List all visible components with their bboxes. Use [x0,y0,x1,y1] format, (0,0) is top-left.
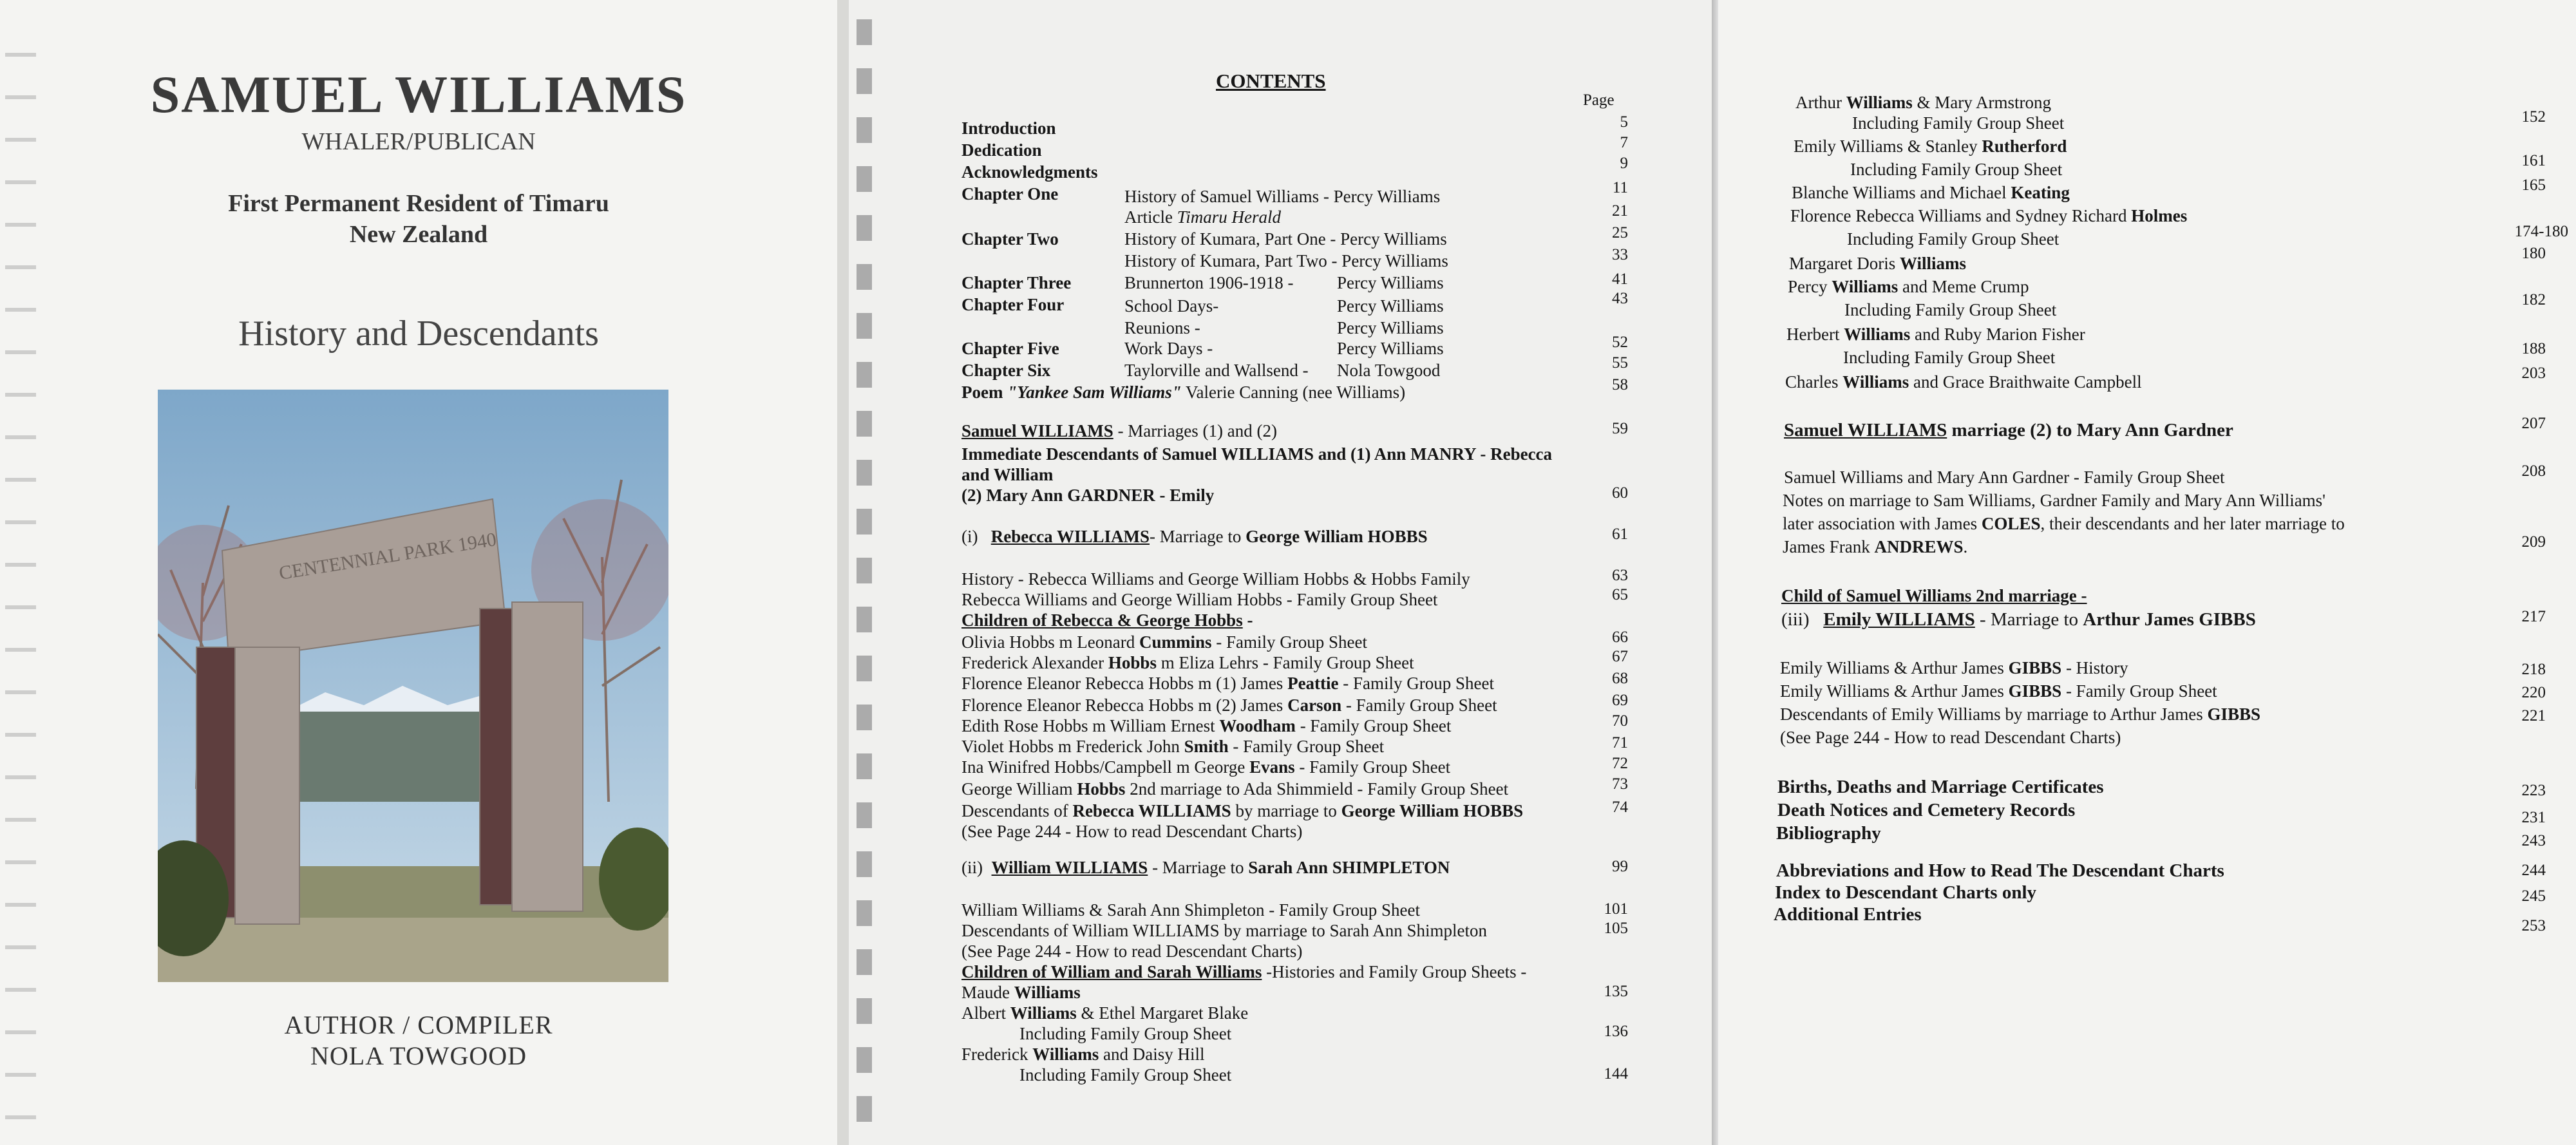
entry-text: - Family Group Sheet [1338,674,1495,693]
chapter-two-entry2: History of Kumara, Part Two - Percy Williams [1124,251,1448,270]
page-number: 220 [2521,684,2546,701]
marriage-text: - Marriage to [1149,527,1246,546]
spouse-text: and Ruby Marion Fisher [1910,325,2085,344]
page-number: 21 [1612,202,1628,220]
toc-certificates: Births, Deaths and Marriage Certificates [1777,777,2104,797]
immediate-descendants-2: and William [961,465,1054,484]
surname: Williams [1832,277,1899,296]
child-entry [961,653,1414,673]
blanche-entry [1792,183,2070,203]
page-number: 69 [1612,692,1628,709]
page-number: 174-180 [2514,223,2568,240]
notes-line1: Notes on marriage to Sam Williams, Gardner Family and Mary Ann Williams' [1783,491,2326,510]
chapter-three: Chapter Three [961,273,1072,292]
including-sheet: Including Family Group Sheet [1019,1024,1232,1043]
page-column-label: Page [1583,91,1615,109]
page-number: 105 [1604,920,1628,937]
first-name: Arthur [1795,93,1846,112]
margaret-entry [1789,254,1966,274]
immediate-descendants-3: (2) Mary Ann GARDNER - Emily [961,486,1215,505]
page-number: 11 [1612,179,1628,196]
names-text: Emily Williams & Stanley [1794,137,1982,156]
including-sheet: Including Family Group Sheet [1850,160,2063,179]
cover-resident-line [0,188,837,250]
page-number: 63 [1612,567,1628,584]
page-number: 73 [1612,775,1628,793]
page-number: 244 [2521,862,2546,879]
surname: Williams [1844,325,1911,344]
rebecca-descendants [961,801,1523,821]
page-number: 58 [1612,376,1628,393]
toc-death-notices: Death Notices and Cemetery Records [1777,800,2076,820]
marriages-text: - Marriages (1) and (2) [1113,421,1277,440]
including-sheet: Including Family Group Sheet [1843,348,2056,367]
child-2nd-marriage-heading: Child of Samuel Williams 2nd marriage - [1781,586,2087,605]
contents-page-continued [1718,0,2576,1145]
page-number: 72 [1612,755,1628,772]
names-text: - History [2061,658,2128,677]
toc-entry: Rebecca Williams and George William Hobbs - Family Group Sheet [961,590,1438,609]
gibbs-history [1780,658,2128,678]
contents-page [849,0,1712,1145]
page-number: 208 [2521,462,2546,480]
entry-text: m Eliza Lehrs - Family Group Sheet [1156,653,1414,672]
surname: Evans [1249,757,1295,777]
samuel-williams-marriage2 [1784,420,2233,441]
toc-entry: Descendants of William WILLIAMS by marriage to Sarah Ann Shimpleton [961,921,1488,940]
including-sheet: Including Family Group Sheet [1019,1065,1232,1084]
children-link: Children of William and Sarah Williams [961,962,1262,981]
spouse-text: and Daisy Hill [1099,1045,1205,1064]
emily-section [1781,609,2256,630]
page-number: 152 [2521,108,2546,126]
contents-heading: CONTENTS [1216,70,1326,92]
herbert-entry [1786,325,2085,345]
spiral-binding [5,19,36,1133]
page-number: 55 [1612,354,1628,372]
rebecca-children-heading: Children of Rebecca & George Hobbs - [961,610,1253,630]
first-name: Charles [1785,372,1843,392]
see-page-note: (See Page 244 - How to read Descendant Charts) [961,942,1303,961]
child-entry [961,716,1451,736]
entry-text: Florence Eleanor Rebecca Hobbs m (1) James [961,674,1288,693]
names-text: Emily Williams & Arthur James [1780,658,2009,677]
toc-dedication: Dedication [961,140,1042,160]
page-number: 33 [1612,246,1628,263]
william-spouse: Sarah Ann SHIMPLETON [1248,858,1450,877]
first-name: Herbert [1786,325,1844,344]
page-number: 135 [1604,983,1628,1000]
notes-line2 [1783,514,2345,534]
poem-author: Valerie Canning (nee Williams) [1181,383,1406,402]
cover-resident-line1: First Permanent Resident of Timaru [228,190,609,217]
section-number: (ii) [961,858,983,877]
arthur-entry [1795,93,2051,113]
arch-inscription: CENTENNIAL PARK 1940 [277,528,498,584]
toc-additional-entries: Additional Entries [1774,904,1922,925]
child-entry [961,632,1367,652]
frederick-entry [961,1045,1204,1065]
gibbs-family-sheet [1780,681,2217,701]
surname: Holmes [2131,206,2188,225]
notes-text: . [1963,537,1968,556]
chapter-six-author: Nola Towgood [1337,361,1441,380]
chapter-four-entry2: Reunions - [1124,318,1200,337]
william-children-heading [961,962,1526,982]
book-cover [0,0,837,1145]
chapter-three-entry: Brunnerton 1906-1918 - [1124,273,1294,292]
see-page-note: (See Page 244 - How to read Descendant Charts) [1780,728,2121,747]
entry-text: Ina Winifred Hobbs/Campbell m George [961,757,1250,777]
notes-line3 [1783,537,1967,557]
toc-entry: William Williams & Sarah Ann Shimpleton - Family Group Sheet [961,900,1421,920]
surname: Carson [1287,696,1342,715]
first-name: Frederick [961,1045,1033,1064]
page-number: 180 [2521,245,2546,262]
rebecca-section [961,527,1428,547]
notes-text: James Frank [1783,537,1875,556]
spouse-text: and Grace Braithwaite Campbell [1909,372,2142,392]
surname: Woodham [1219,716,1296,735]
cover-photo [158,390,668,982]
page-number: 207 [2521,415,2546,432]
toc-entry: History - Rebecca Williams and George William Hobbs & Hobbs Family [961,569,1470,589]
chapter-three-author: Percy Williams [1337,273,1444,292]
page-number: 66 [1612,629,1628,646]
page-number: 99 [1612,858,1628,875]
child-entry [961,779,1508,799]
surname: Hobbs [1077,779,1126,799]
chapter-two-entry1: History of Kumara, Part One - Percy Williams [1124,229,1447,249]
samuel-williams-link: Samuel WILLIAMS [961,421,1113,440]
page-number: 9 [1620,155,1628,172]
see-page-note: (See Page 244 - How to read Descendant Charts) [961,822,1303,841]
entry-text: Violet Hobbs m Frederick John [961,737,1184,756]
child-entry [961,696,1497,715]
child-entry [961,737,1384,757]
spouse-text: & Mary Armstrong [1912,93,2052,112]
chapter-one-article [1124,207,1281,227]
surname: GIBBS [2008,681,2062,701]
names-text: Emily Williams & Arthur James [1780,681,2009,701]
page-number: 209 [2521,533,2546,551]
first-name: Albert [961,1003,1010,1023]
albert-entry [961,1003,1248,1023]
page-number: 203 [2521,364,2546,382]
page-number: 67 [1612,648,1628,665]
names-text: - Family Group Sheet [2061,681,2217,701]
page-number: 7 [1620,134,1628,151]
page-number: 71 [1612,734,1628,752]
page-number: 59 [1612,420,1628,437]
desc-text: Descendants of [961,801,1073,820]
names-text: Florence Rebecca Williams and Sydney Richard [1790,206,2132,225]
rebecca-name: Rebecca WILLIAMS [990,527,1150,546]
surname: Williams [1899,254,1966,273]
page-number: 5 [1620,113,1628,131]
surname: Williams [1032,1045,1099,1064]
entry-text: Edith Rose Hobbs m William Ernest [961,716,1220,735]
toc-bibliography: Bibliography [1776,823,1881,844]
chapter-five-entry: Work Days - [1124,339,1213,358]
entry-text: - Family Group Sheet [1341,696,1497,715]
page-number: 253 [2521,917,2546,934]
chapter-one: Chapter One [961,184,1059,203]
william-section [961,858,1450,878]
toc-introduction: Introduction [961,118,1056,138]
chapter-four-author2: Percy Williams [1337,318,1444,337]
page-number: 188 [2521,340,2546,357]
page-number: 161 [2521,152,2546,169]
entry-text: - Family Group Sheet [1294,757,1451,777]
chapter-six-entry: Taylorville and Wallsend - [1124,361,1309,380]
spiral-binding-middle [857,19,872,1133]
including-sheet: Including Family Group Sheet [1844,300,2057,319]
chapter-four-entry1: School Days- [1124,296,1219,316]
article-title: Timaru Herald [1177,207,1281,227]
page-number: 221 [2521,707,2546,724]
desc-spouse: George William HOBBS [1341,801,1524,820]
surname: Rutherford [1982,137,2067,156]
maude-entry [961,983,1081,1003]
cover-subtitle: WHALER/PUBLICAN [301,128,536,155]
page-number: 70 [1612,712,1628,730]
spouse-text: and Meme Crump [1898,277,2029,296]
chapter-six: Chapter Six [961,361,1051,380]
cover-author [0,1010,837,1072]
page-number: 52 [1612,334,1628,351]
poem-entry [961,383,1405,402]
page-number: 60 [1612,484,1628,502]
centennial-arch-photo [158,390,668,982]
poem-label: Poem [961,383,1008,402]
chapter-four: Chapter Four [961,295,1065,314]
spouse-text: & Ethel Margaret Blake [1076,1003,1249,1023]
samuel-williams-marriages [961,421,1277,441]
spouse-name: Mary Ann Gardner [2076,420,2233,440]
page-number: 61 [1612,525,1628,543]
author-name: NOLA TOWGOOD [310,1041,527,1070]
percy-entry [1788,277,2029,297]
page-number: 165 [2521,176,2546,194]
surname: Cummins [1139,632,1212,652]
surname: Peattie [1287,674,1339,693]
article-label: Article [1124,207,1177,227]
desc-text: by marriage to [1231,801,1341,820]
page-number: 101 [1604,900,1628,918]
including-sheet: Including Family Group Sheet [1852,113,2065,133]
poem-title: "Yankee Sam Williams" [1007,383,1182,402]
surname: Williams [1010,1003,1077,1023]
chapter-five: Chapter Five [961,339,1059,358]
gibbs-descendants [1780,705,2260,724]
section-number: (iii) [1781,609,1810,630]
surname: Williams [1842,372,1909,392]
charles-entry [1785,372,2142,392]
samuel-williams-link: Samuel WILLIAMS [1784,420,1947,440]
chapter-five-author: Percy Williams [1337,339,1444,358]
chapter-two: Chapter Two [961,229,1059,249]
page-number: 74 [1612,799,1628,816]
notes-text: , their descendants and her later marriage to [2040,514,2345,533]
page-number: 182 [2521,291,2546,308]
page-number: 245 [2521,887,2546,905]
marriage-text: - Marriage to [1148,858,1249,877]
page-number: 43 [1612,290,1628,307]
surname: GIBBS [2008,658,2062,677]
section-number: (i) [961,527,978,546]
page-number: 231 [2521,809,2546,826]
marriage-text: marriage (2) to [1947,420,2077,440]
surname: COLES [1981,514,2041,533]
cover-history-title: History and Descendants [238,314,599,354]
spouse-name: Arthur James GIBBS [2083,609,2256,630]
surname: Keating [2011,183,2070,202]
names-text: Blanche Williams and Michael [1792,183,2011,202]
cover-title: SAMUEL WILLIAMS [150,65,687,124]
surname: ANDREWS [1874,537,1964,556]
entry-text: Florence Eleanor Rebecca Hobbs m (2) James [961,696,1288,715]
page-number: 243 [2521,832,2546,849]
toc-acknowledgments: Acknowledgments [961,162,1098,182]
page-number: 144 [1604,1065,1628,1083]
entry-text: - Family Group Sheet [1211,632,1367,652]
rebecca-spouse: George William HOBBS [1245,527,1428,546]
children-rest: -Histories and Family Group Sheets - [1262,962,1527,981]
entry-text: - Family Group Sheet [1295,716,1452,735]
surname: Smith [1184,737,1229,756]
florence-entry [1790,206,2187,226]
chapter-four-author1: Percy Williams [1337,296,1444,316]
page-number: 223 [2521,782,2546,799]
immediate-descendants-1: Immediate Descendants of Samuel WILLIAMS and (1) Ann MANRY - Rebecca [961,444,1553,464]
children-link: Children of Rebecca & George Hobbs [961,610,1243,630]
entry-text: Olivia Hobbs m Leonard [961,632,1139,652]
entry-text: 2nd marriage to Ada Shimmield - Family Group Sheet [1125,779,1509,799]
first-name: Percy [1788,277,1832,296]
notes-text: later association with James [1783,514,1982,533]
page-number: 68 [1612,670,1628,687]
page-number: 41 [1612,270,1628,288]
william-name: William WILLIAMS [991,858,1148,877]
page-number: 25 [1612,224,1628,241]
emily-rutherford-entry [1794,137,2067,156]
surname: GIBBS [2207,705,2261,724]
first-name: Margaret Doris [1789,254,1900,273]
child-entry [961,674,1494,694]
desc-name: Rebecca WILLIAMS [1072,801,1231,820]
author-label: AUTHOR / COMPILER [284,1010,553,1039]
toc-entry: Samuel Williams and Mary Ann Gardner - Family Group Sheet [1784,468,2225,487]
names-text: Descendants of Emily Williams by marriage to Arthur James [1780,705,2208,724]
marriage-text: - Marriage to [1975,609,2083,630]
page-number: 136 [1604,1023,1628,1040]
page-number: 65 [1612,586,1628,603]
page-number: 217 [2521,608,2546,625]
entry-text: George William [961,779,1077,799]
surname: Hobbs [1108,653,1157,672]
chapter-one-entry: History of Samuel Williams - Percy Williams [1124,187,1441,206]
toc-abbreviations: Abbreviations and How to Read The Descendant Charts [1776,860,2224,881]
entry-text: Frederick Alexander [961,653,1108,672]
toc-index: Index to Descendant Charts only [1775,882,2037,903]
first-name: Maude [961,983,1014,1002]
including-sheet: Including Family Group Sheet [1847,229,2060,249]
entry-text: - Family Group Sheet [1228,737,1385,756]
child-entry [961,757,1450,777]
cover-resident-line2: New Zealand [349,221,488,248]
emily-name: Emily WILLIAMS [1823,609,1975,630]
surname: Williams [1014,983,1081,1002]
page-number: 218 [2521,661,2546,678]
surname: Williams [1846,93,1913,112]
